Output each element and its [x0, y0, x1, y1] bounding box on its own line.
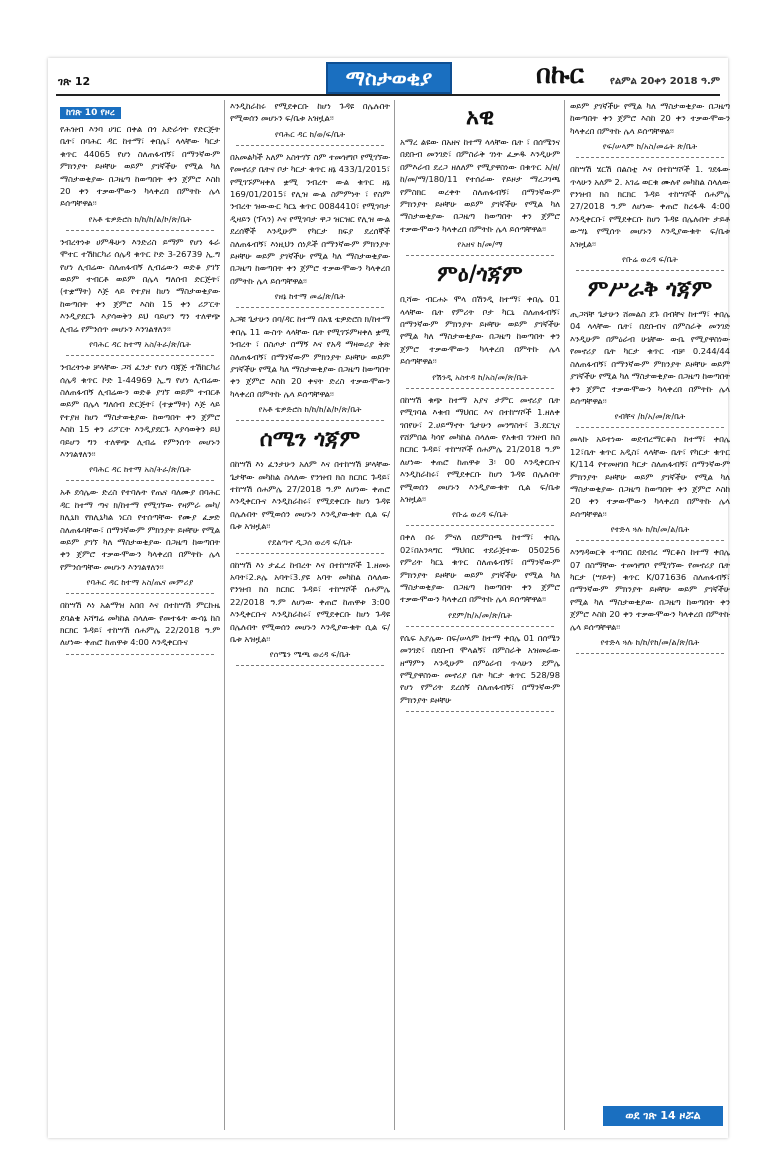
notice-text: መላኩ አይተነው ወደብረማርቆስ ከተማ፣ ቀበሌ 12፣ቤት ቁጥር አዲስ፣ ላላቸው ቤት፣ የካርታ ቁጥር K/114 የተመዘገበ ካርታ ስለጠፋብኝ፣ በማንኛውም ምክንያት ይዞቸሁ ወይም ያገኛችሁ የሚል ካለ ማስታወቂያው በጋዜጣ ከወጣበት ቀን ጀምሮ እስከ 20 ቀን ተቃውሞውን ካላቀረበ በምትኩ ሌላ ይሰጣቸዋል፡፡ [570, 434, 730, 519]
notice-text: በከሣሽ ሄርሽ በልስቲ እና በተከሣሾች 1. ገደፋው ጥላሁን አለም 2. አገሬ ወርቁ ሙሉየ መካከል ስላለው የንዝብ ክስ ክርክር ጉዳይ ተከሣሾች ሰሐምሌ 27/2018 ዓ.ም ለሆነው ቀጠሮ ከረፋዱ 4:00 እንዲቀርቡ፣ የሚደቀርቡ ከሆነ ጉዳዩ በሌሉበት ታይቶ ውሣኔ የሚሰጥ መሆኑን እንዲያውቁት ፍ/ቤቱ አዝዟል፡፡ [570, 164, 730, 249]
notice-text: እንግዳወርቅ ተጣበር በደብረ ማርቆስ ከተማ ቀበሌ 07 በስማቸው ተመዝግቦ የሚገኘው የመኖሪያ ቤት ካርታ (ሣይት) ቁጥር K/071636 ስለጠፋብኝ፣ በማንኛውም ምክንያት ይዞቸሁ ወይም ያገኛችሁ የሚል ካለ ማስታወቂያው በጋዜጣ ከወጣበት ቀን ጀምሮ እስከ 20 ቀን ተቃውሞውን ካላቀረበ በምትኩ ሌላ ይሰጣቸዋል፡፡ [570, 547, 730, 632]
notice-divider [66, 230, 214, 231]
section-title: ማስታወቂያ [326, 62, 452, 94]
notice-text: አቶ ደሳሌው ድረስ የተባሉት የጤና ባለሙያ በባሕር ዳር ከተማ ጣና ክ/ከተማ የሚገኘው የዛምራ መካ/ክሊኒክ የክሊኒካል ነርስ የተሰጣቸው የሙያ ፈቃድ ስለጠፋባቸው፣ በማንኛውም ምክንያት ይዞቸሁ የሚል ወይም ያገኘ ካለ ማስታወቂያው በጋዜጣ ከወጣበት ቀን ጀምሮ ተቃውሞውን ካላቀረበ በምትኩ ሌላ የምንሰጣቸው መሆኑን እንገልፃለን፡፡ [60, 487, 220, 572]
notice-divider [406, 255, 554, 256]
column-3 [396, 100, 564, 1130]
notice-text: የሕዝብ እንባ ሀገር በቀል በጎ አድራጎት የድርጅት ቤት፣ በባሕር ዳር ከተማ፣ ቀበሌ፣ ላላቸው ካርታ ቁጥር 44065 የሆነ ስለጠፋብኝ፣ በማንኛውም ምክንያት ይዞቸሁ ወይም ያገኛችሁ የሚል ካለ ማስታወቂያው በጋዜጣ ከወጣበት ቀን ጀምሮ እስከ 20 ቀን ተቃውሞውን ካላቀረበ በምትኩ ሌላ ይሰጣቸዋል፡፡ [60, 124, 220, 209]
notice-signature: የሽንዲ አስተዳ ከ/አስ/መ/ጽ/ቤት [432, 371, 528, 382]
notice-divider [576, 653, 724, 654]
notice-text: በከሣሽ እነ ፈንታሁን አለም እና በተከሣሽ ቻላቸው ጌታቸው መካከል ስላለው የንዝብ ክስ ክርክር ጉዳይ፣ ተከሣሽ ሰሐምሌ 27/2018 ዓ.ም ለሆነው ቀጠሮ እንዲቀርቡና እንዲከራከሩ፣ የሚደቀርቡ ከሆነ ጉዳዩ በሌሉበት የሚወሰን መሆኑን እንዲያውቁት ሲል ፍ/ቤቱ አዝዟል፡፡ [230, 459, 390, 532]
notice-signature: የአዘና ከ/መ/ማ [457, 239, 503, 250]
notice-signature: የብቸና /ከ/አ/መ/ጽ/ቤት [614, 411, 686, 422]
notice-text: የሴፍ አያሌው በፍ/ሠላም ከተማ ቀበሌ 01 በሰሜን መንገድ፣ በደቡብ ሞላልኝ፣ በምስራቅ አዝመራው ዘማምን እንዲሁም በምዕራብ ጥላሁን ደምሌ የሚያዋስነው መኖሪያ ቤት ካርታ ቁጥር 528/98 የሆነ የምሪት ደረሰኝ ስለጠፋብኝ፣ በማንኛውም ምክንያት ይዞቸሁ [400, 632, 560, 705]
continue-tag: ወደ ገጽ 14 ዞሯል [603, 1106, 723, 1126]
continued-tag: ከገጽ 10 የዞረ [60, 107, 121, 119]
notice-signature: የፍ/ሠላም ከ/አስ/መሬት ጽ/ቤት [602, 141, 698, 152]
notice-text: ጢጋሻቸ ጌታሁን ሸመልስ ደጉ በብቸና ከተማ፣ ቀበሌ 04 ላላቸው ቤት፣ በደቡብና በምስራቅ መንገድ እንዲሁም በምዕራብ ሁኒቸው ውቤ የሚያዋስነው የመኖሪያ ቤት ካርታ ቁጥር ብቻ 0.244/44 ስለጠፋብኝ፣ በማንኛውም ምክንያት ይዞቸሁ ወይም ያገኛችሁ የሚል ካለ ማስታወቂያው በጋዜጣ ከወጣበት ቀን ጀምሮ ተቃውሞውን ካላቀረበ በምትኩ ሌላ ይሰጣቸዋል፡፡ [570, 309, 730, 406]
notice-text: እንዲከራከሩ የሚደቀርቡ ከሆነ ጉዳዩ በሌሉበት የሚወሰን መሆኑን ፍ/ቤቱ አዝዟል፡፡ [230, 101, 390, 124]
notice-divider [66, 355, 214, 356]
page-number: ገጽ 12 [58, 75, 91, 88]
newspaper-page [48, 58, 728, 1138]
brand-logo: በኩር [536, 60, 584, 90]
notice-signature: የደም/ከ/አ/መ/ጽ/ቤት [448, 609, 512, 620]
notice-text: ንብረትነቱ ሀምዱሁን እንድሪስ ይማም የሆነ ፋራ ሞተር ተሽከርካሪ ሰሌዳ ቁጥር ኮድ 3-26739 ኢ.ግ የሆነ ሊብሬው ስለጠፋብኝ ሊብሬውን ወድቆ ያገኘ ወይም ተብርቶ ወይም በሌላ ግለሰብ ድርጅት፣ (ተቋማት) እጅ ላይ የተያዘ ከሆነ ማስታወቂያው ከወጣበት ቀን ጀምሮ እስከ 15 ቀን ሪፖርት እንዲያደርጉ እያሳወቅን ይህ ባይሆን ግን ተለዋጭ ሊብሬ የምንሰጥ መሆኑን እንገልፃለን፡፡ [60, 236, 220, 334]
region-heading: ሰሜን ጎጃም [259, 426, 361, 453]
notice-signature: የተድላ ጓሉ ከ/ከ/የከ/መ/ል/ጽ/ቤት [600, 637, 700, 647]
notice-divider [576, 540, 724, 541]
notice-text: ቢሻው ብርሐኑ ሞላ በሽንዲ ከተማ፣ ቀበሌ 01 ላላቸው ቤት የምሪት ቦታ ካርኒ ስለጠፋብኝ፣ በማንኛውም ምክንያት ይዞቸሁ ወይም ያገኛችሁ የሚል ካለ ማስታወቂያው በጋዜጣ ከወጣበት ቀን ጀምሮ ተቃውሞውን ካላቀረበ በምትኩ ሌላ ይሰጣቸዋል፡፡ [400, 294, 560, 367]
notice-signature: የዘኔ ከተማ መሬ/ጽ/ቤት [274, 291, 346, 302]
column-divider [394, 100, 395, 1130]
notice-text: በቀለ በሩ ምናለ በደምበጫ ከተማ፣ ቀበሌ 02፣በአንጻግር ማህበር ተደራጅተው 050256 የምሪት ካርኒ ቁጥር ስለጠፋብኝ፣ በማንኛውም ምክንያት ይዞቸሁ ወይም ያገኛችሁ የሚል ካለ ማስታወቂያው በጋዜጣ ከወጣበት ቀን ጀምሮ ተቃውሞውን ካላቀረበ በምትኩ ሌላ ይሰጣቸዋል፡፡ [400, 532, 560, 605]
region-heading: አዊ [465, 104, 495, 130]
notice-text: በከሣሽ እነ ታፈረ ከብረት እና በተከሣሾች 1.ዘመኑ አባት፣2.ጾሌ አባት፣3.ያዩ አባት መካከል ስላለው የንዝብ ክስ ክርክር ጉዳይ፣ ተከሣሾች ሰሐምሌ 22/2018 ዓ.ም ለሆነው ቀጠሮ ከጠዋቱ 3:00 እንዲቀርቡና እንዲከራከሩ፣ የሚደቀርቡ ከሆነ ጉዳዩ በሌሉበት የሚወሰን መሆኑን እንዲያውቁት ሲል ፍ/ቤቱ አዝዟል፡፡ [230, 559, 390, 644]
notice-divider [236, 145, 384, 146]
notice-divider [576, 270, 724, 271]
notice-text: ንብረትነቱ ቻላቸው ጋሻ ፈንታ የሆነ ባጃጅ ተሽከርካሪ ሰሌዳ ቁጥር ኮድ 1-44969 ኢ.ግ የሆነ ሊብሬው ስለጠፋብኝ ሊብሬውን ወድቆ ያገኘ ወይም ተብርቶ ወይም በሌላ ግለሰብ ድርጅት፣ (ተቋማት) እጅ ላይ የተያዘ ከሆነ ማስታወቂያው ከወጣበት ቀን ጀምሮ እስከ 15 ቀን ሪፖርት እንዲያደርጉ እያሳወቅን ይህ ባይሆን ግን ተለዋጭ ሊብሬ የምንሰጥ መሆኑን እንገልፃለን፡፡ [60, 362, 220, 459]
notice-signature: የቡሬ ወረዳ ፍ/ቤት [452, 509, 508, 520]
notice-divider [406, 388, 554, 389]
notice-text: በከሣሽ ቁጭ ከተማ አያና ታምር መኖሪያ ቤት የሚገባል እቁብ ማህበር እና በተከሣሾች 1.ዘለቀ ገበየሁ፣ 2.ሀይማኖት ጌታሁን መንግስት፣ 3.ደርጊና የሸምበል ካሳየ መካከል ስላለው የአቁብ ገንዘብ ክስ ክርክር ጉዳይ፣ ተከሣሾች ሰሐምሌ 21/2018 ዓ.ም ለሆነው ቀጠሮ ከጠዋቱ 3፡ 00 እንዲቀርቡና እንዲከራከሩ፣ የሚደቀርቡ ከሆነ ጉዳዩ በሌሉበት የሚወሰን መሆኑን እንዲያውቁት ሲል ፍ/ቤቱ አዝዟል፡፡ [400, 394, 560, 504]
notice-signature: የደልጣኖ ዲጋሰ ወረዳ ፍ/ቤት [267, 536, 353, 547]
notice-divider [576, 427, 724, 428]
column-1 [56, 100, 224, 1130]
notice-text: አማረ ልዩው በአዘና ከተማ ላላቸው ቤት ፣ በሰሜንና በደቡብ መንገድ፣ በምስራቅ ገነት ፈቃዱ እንዲሁም በምእራብ ደረጋ ዘለለም የሚያዋስነው በቁጥር አ/ዘ/ከ/መ/ማ/180/11 የተሰራው የይዞታ ማረጋገጫ የምስክር ወረቀት ስለጠፋብኝ፣ በማንኛውም ምክንያት ይዞቸሁ ወይም ያገኛችሁ የሚል ካለ ማስታወቂያው በጋዜጣ ከወጣበት ቀን ጀምሮ ተቃውሞውን ካላቀረበ በምትኩ ሌላ ይሰጣቸዋል፡፡ [400, 137, 560, 234]
notice-divider [576, 157, 724, 158]
notice-signature: የአቶ ቴዎድሮስ ከ/ከ/ከ/ል/ኮ/ጽ/ቤት [258, 404, 362, 415]
notice-signature: የተድላ ጓሉ ከ/ከ/መ/ል/ቤት [610, 524, 690, 535]
column-divider [224, 100, 225, 1130]
notice-signature: የባሕር ዳር ከ/ወ/ፍ/ቤት [274, 128, 346, 139]
notice-signature: የቡሬ ወረዳ ፍ/ቤት [622, 254, 678, 265]
page-header [48, 58, 728, 100]
notice-divider [236, 665, 384, 666]
notice-text: በከሣሽ እነ አልማዝ አበበ እና በተከሣሽ ምርኩዜ ደባልቄ አሻግሬ መካከል ስላለው የመተፋት ውሳኔ ከስ ክርክር ጉዳይ፣ ተከሣሽ ሰሐምሌ 22/2018 ዓ.ም ለሆነው ቀጠሮ ከጠዋቱ 4:00 እንዲቀርቡና [60, 600, 220, 648]
notice-text: አጋቹ ጌታሁን በባ/ዳር ከተማ በአፄ ቴዎድሮስ ክ/ከተማ ቀበሌ 11 ውስጥ ላላቸው ቤት የሚገኙምዛቀለ ቋሚ ንብረት ፣ በስጦታ በማኝ እና የአዳ ማዛወሪያ ቅጽ ስለጠፋብኝ፣ በማንኛውም ምክንያት ይዞቸሁ ወይም ያገኛችሁ የሚል ካለ ማስታወቂያው በጋዜጣ ከወጣበት ቀን ጀምሮ እስከ 20 ቀናት ድረስ ተቃውሞውን ካላቀረበ በምትኩ ሌላ ይሰጣቸዋል፡፡ [230, 314, 390, 399]
notice-signature: የባሕር ዳር ከተማ አስ/ትራ/ጽ/ቤት [89, 464, 191, 475]
header-rule [56, 94, 720, 96]
notice-signature: የሰሜን ሜጫ ወረዳ ፍ/ቤት [269, 649, 351, 660]
region-heading: ምዕ/ጎጃም [437, 261, 523, 288]
notice-divider [236, 307, 384, 308]
notice-text: በአመልካች አለም አስትገኘ ስም ተመዝግቦ የሚገኘው የመኖሪያ ቤትና ቦታ ካርታ ቁጥር ዘኔ 433/1/2015፣ የሚገኙምዛቀለ ቋሚ ንብረት ውል ቁጥር ዘኔ 169/01/2015፣ የሊዝ ውል ስምምነት ፣ የስም ንብረት ዝውውር ካርኒ ቁጥር 0084410፣ የሚገባታ ዲዛይን (ፕላን) እና የሚገባታ ዋጋ ዝርዝር የሊዝ ውል ደረሰኞች እንዲሁም የካርታ ክፍያ ደረሰኞች ስለጠፋብኝ፣ እነዚህን ሰነዶች በማንኛውም ምክንያት ይዞቸሁ ወይም ያገኛችሁ የሚል ካለ ማስታወቂያው በጋዜጣ ከወጣበት ቀን ጀምሮ ተቃውሞውን ካላቀረበ በምትኩ ሌላ ይሰጣቸዋል፡፡ [230, 151, 390, 286]
notice-signature: የባሕር ዳር ከተማ አስ/ትራ/ጽ/ቤት [89, 339, 191, 350]
region-heading: ምሥራቅ ጎጃም [587, 276, 713, 303]
notice-divider [236, 420, 384, 421]
notice-divider [66, 593, 214, 594]
column-2 [226, 100, 394, 1130]
issue-date: የልምል 20ቀን 2018 ዓ.ም [610, 76, 721, 87]
notice-divider [236, 553, 384, 554]
notice-text: ወይም ያገኛችሁ የሚል ካለ ማስታወቂያው በጋዜጣ ከወጣበት ቀን ጀምሮ እስከ 20 ቀን ተቃውሞውን ካላቀረበ በምትኩ ሌላ ይሰጣቸዋል፡፡ [570, 101, 730, 136]
column-4 [566, 100, 734, 1098]
notice-divider [406, 711, 554, 712]
notice-divider [406, 626, 554, 627]
notice-divider [406, 525, 554, 526]
column-divider [564, 100, 565, 1130]
notice-divider [66, 480, 214, 481]
notice-signature: የባሕር ዳር ከተማ አስ/ጤና መምሪያ [86, 577, 194, 588]
notice-signature: የአቶ ቴዎድሮስ ከ/ከ/ከ/ል/ኮ/ጽ/ቤት [88, 213, 192, 224]
notice-divider [66, 654, 214, 655]
